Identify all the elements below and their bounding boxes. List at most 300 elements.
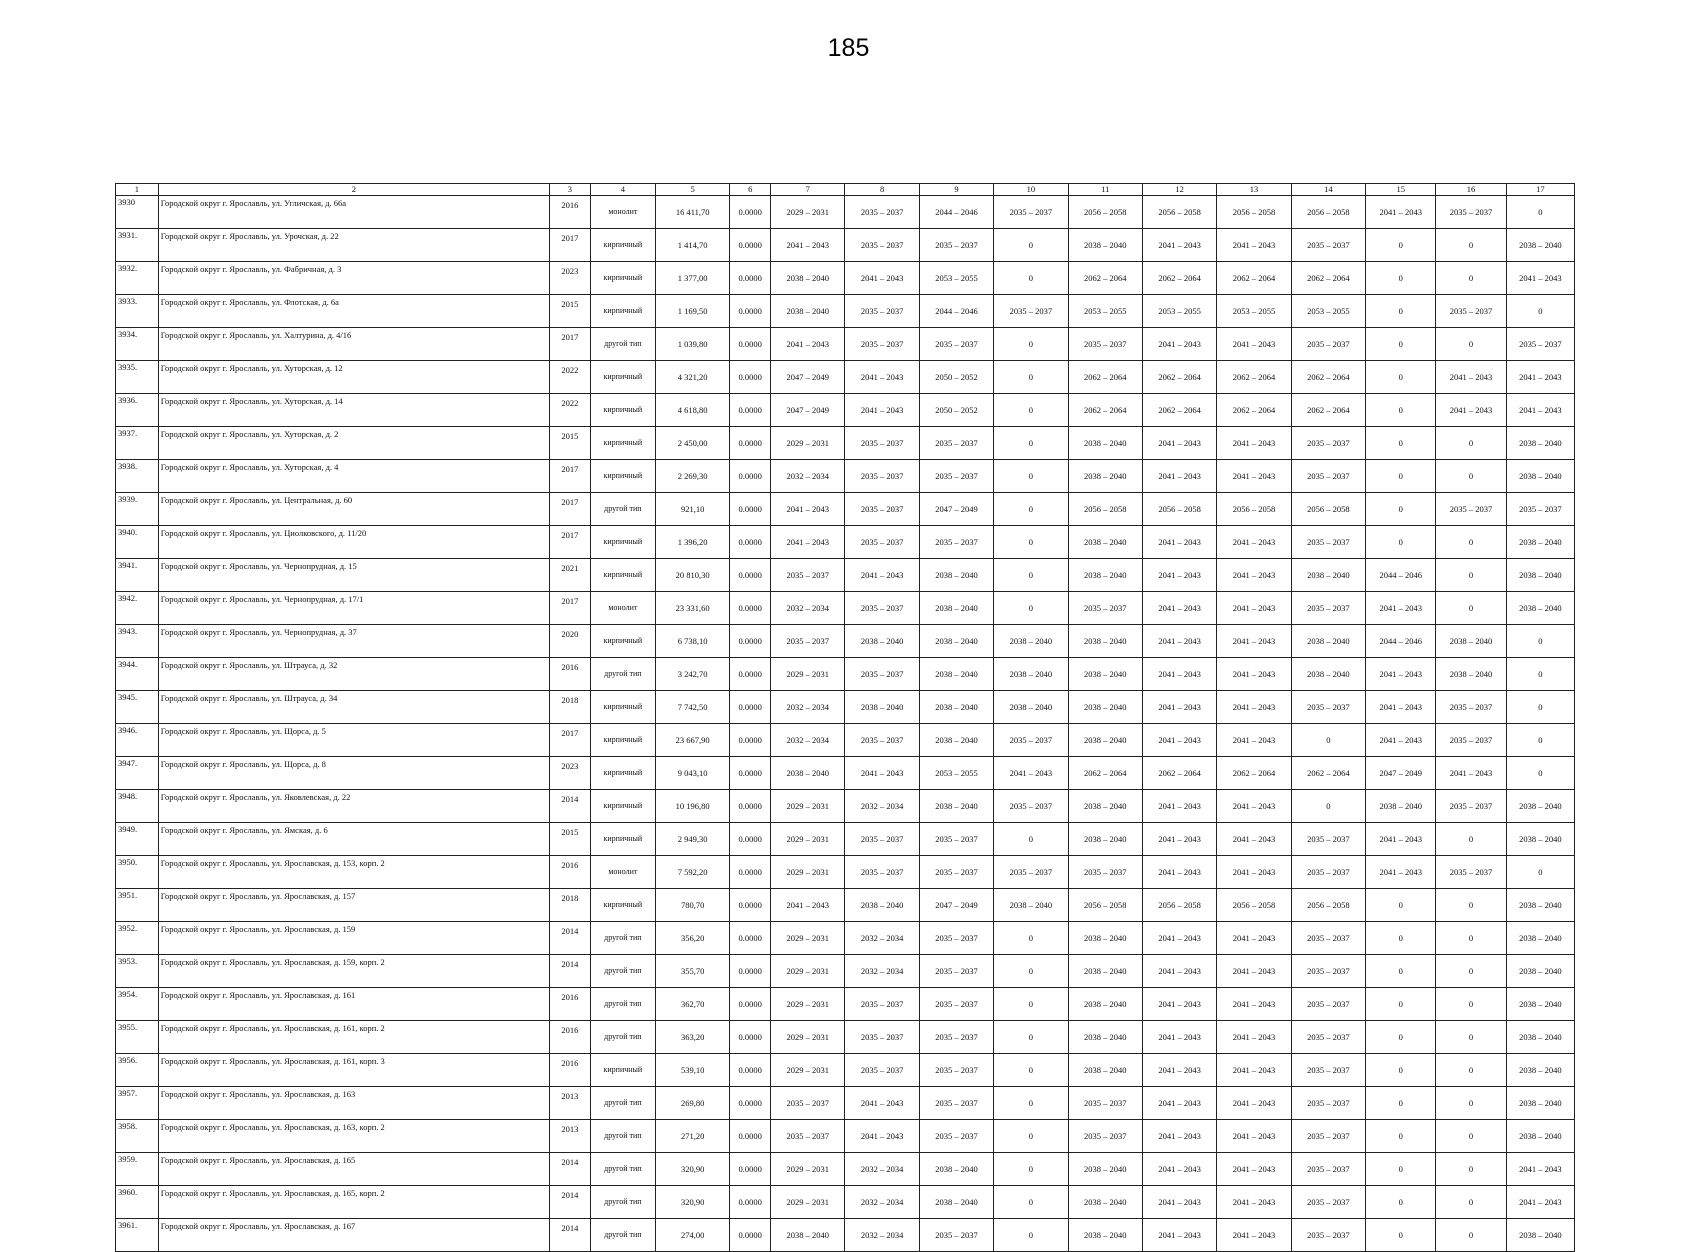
period-col-11-cell: 2038 – 2040 — [1068, 559, 1142, 592]
period-col-16-cell: 2038 – 2040 — [1436, 625, 1506, 658]
period-col-13-cell: 2056 – 2058 — [1217, 493, 1291, 526]
period-col-16-cell: 0 — [1436, 592, 1506, 625]
period-col-12-cell: 2056 – 2058 — [1142, 196, 1216, 229]
period-col-14-cell: 2062 – 2064 — [1291, 757, 1365, 790]
row-number-cell: 3951. — [116, 889, 159, 922]
wall-material-cell: монолит — [590, 196, 655, 229]
period-col-13-cell: 2062 – 2064 — [1217, 394, 1291, 427]
period-col-8-cell: 2035 – 2037 — [845, 724, 919, 757]
wall-material-cell: кирпичный — [590, 724, 655, 757]
table-row — [116, 262, 1575, 295]
area-cell: 2 269,30 — [655, 460, 729, 493]
period-col-14-cell: 2035 – 2037 — [1291, 823, 1365, 856]
row-number-cell: 3952. — [116, 922, 159, 955]
area-cell: 271,20 — [655, 1120, 729, 1153]
period-col-16-cell: 0 — [1436, 922, 1506, 955]
period-col-13-cell: 2041 – 2043 — [1217, 823, 1291, 856]
ratio-cell: 0.0000 — [730, 691, 771, 724]
wall-material-cell: кирпичный — [590, 790, 655, 823]
period-col-7-cell: 2029 – 2031 — [771, 790, 845, 823]
period-col-13-cell: 2062 – 2064 — [1217, 262, 1291, 295]
period-col-17-cell: 2038 – 2040 — [1506, 1219, 1574, 1252]
row-number-cell: 3940. — [116, 526, 159, 559]
period-col-13-cell: 2062 – 2064 — [1217, 361, 1291, 394]
address-cell: Городской округ г. Ярославль, ул. Чернопрудная, д. 15 — [158, 559, 549, 592]
column-header-15: 15 — [1366, 184, 1436, 196]
period-col-7-cell: 2032 – 2034 — [771, 592, 845, 625]
period-col-10-cell: 0 — [994, 1087, 1068, 1120]
year-cell: 2013 — [550, 1120, 591, 1153]
period-col-15-cell: 0 — [1366, 394, 1436, 427]
address-cell: Городской округ г. Ярославль, ул. Центральная, д. 60 — [158, 493, 549, 526]
ratio-cell: 0.0000 — [730, 196, 771, 229]
row-number-cell: 3947. — [116, 757, 159, 790]
period-col-8-cell: 2035 – 2037 — [845, 823, 919, 856]
period-col-9-cell: 2035 – 2037 — [919, 1021, 993, 1054]
ratio-cell: 0.0000 — [730, 889, 771, 922]
table-row — [116, 1087, 1575, 1120]
period-col-15-cell: 0 — [1366, 955, 1436, 988]
area-cell: 362,70 — [655, 988, 729, 1021]
period-col-11-cell: 2038 – 2040 — [1068, 988, 1142, 1021]
period-col-13-cell: 2041 – 2043 — [1217, 559, 1291, 592]
row-number-cell: 3959. — [116, 1153, 159, 1186]
year-cell: 2015 — [550, 295, 591, 328]
period-col-11-cell: 2038 – 2040 — [1068, 691, 1142, 724]
period-col-17-cell: 2038 – 2040 — [1506, 427, 1574, 460]
period-col-11-cell: 2062 – 2064 — [1068, 757, 1142, 790]
period-col-9-cell: 2044 – 2046 — [919, 295, 993, 328]
period-col-11-cell: 2035 – 2037 — [1068, 1087, 1142, 1120]
period-col-14-cell: 2035 – 2037 — [1291, 955, 1365, 988]
period-col-12-cell: 2041 – 2043 — [1142, 559, 1216, 592]
period-col-13-cell: 2041 – 2043 — [1217, 988, 1291, 1021]
period-col-12-cell: 2041 – 2043 — [1142, 988, 1216, 1021]
table-row — [116, 1120, 1575, 1153]
row-number-cell: 3937. — [116, 427, 159, 460]
wall-material-cell: кирпичный — [590, 526, 655, 559]
period-col-14-cell: 2035 – 2037 — [1291, 691, 1365, 724]
period-col-10-cell: 0 — [994, 559, 1068, 592]
period-col-10-cell: 0 — [994, 1186, 1068, 1219]
area-cell: 1 039,80 — [655, 328, 729, 361]
wall-material-cell: другой тип — [590, 328, 655, 361]
period-col-16-cell: 0 — [1436, 955, 1506, 988]
year-cell: 2016 — [550, 856, 591, 889]
year-cell: 2018 — [550, 889, 591, 922]
period-col-15-cell: 0 — [1366, 1054, 1436, 1087]
period-col-15-cell: 0 — [1366, 1219, 1436, 1252]
period-col-9-cell: 2035 – 2037 — [919, 460, 993, 493]
column-header-10: 10 — [994, 184, 1068, 196]
period-col-15-cell: 0 — [1366, 988, 1436, 1021]
period-col-16-cell: 0 — [1436, 229, 1506, 262]
period-col-10-cell: 2038 – 2040 — [994, 658, 1068, 691]
period-col-17-cell: 2041 – 2043 — [1506, 1153, 1574, 1186]
period-col-13-cell: 2053 – 2055 — [1217, 295, 1291, 328]
row-number-cell: 3943. — [116, 625, 159, 658]
column-header-4: 4 — [590, 184, 655, 196]
row-number-cell: 3936. — [116, 394, 159, 427]
period-col-17-cell: 2038 – 2040 — [1506, 559, 1574, 592]
period-col-11-cell: 2062 – 2064 — [1068, 394, 1142, 427]
period-col-15-cell: 2041 – 2043 — [1366, 856, 1436, 889]
address-cell: Городской округ г. Ярославль, ул. Ярославская, д. 159, корп. 2 — [158, 955, 549, 988]
period-col-15-cell: 0 — [1366, 922, 1436, 955]
period-col-14-cell: 2035 – 2037 — [1291, 1120, 1365, 1153]
year-cell: 2023 — [550, 757, 591, 790]
wall-material-cell: монолит — [590, 592, 655, 625]
period-col-15-cell: 0 — [1366, 460, 1436, 493]
table-row — [116, 1021, 1575, 1054]
period-col-15-cell: 0 — [1366, 1087, 1436, 1120]
period-col-14-cell: 2038 – 2040 — [1291, 559, 1365, 592]
period-col-8-cell: 2035 – 2037 — [845, 658, 919, 691]
period-col-11-cell: 2038 – 2040 — [1068, 823, 1142, 856]
period-col-16-cell: 0 — [1436, 889, 1506, 922]
period-col-16-cell: 0 — [1436, 1186, 1506, 1219]
period-col-17-cell: 2038 – 2040 — [1506, 526, 1574, 559]
year-cell: 2017 — [550, 328, 591, 361]
ratio-cell: 0.0000 — [730, 1120, 771, 1153]
period-col-8-cell: 2035 – 2037 — [845, 460, 919, 493]
period-col-13-cell: 2041 – 2043 — [1217, 592, 1291, 625]
table-row — [116, 790, 1575, 823]
period-col-9-cell: 2038 – 2040 — [919, 658, 993, 691]
period-col-10-cell: 0 — [994, 526, 1068, 559]
area-cell: 1 377,00 — [655, 262, 729, 295]
period-col-10-cell: 0 — [994, 229, 1068, 262]
period-col-16-cell: 2035 – 2037 — [1436, 691, 1506, 724]
period-col-13-cell: 2041 – 2043 — [1217, 1087, 1291, 1120]
period-col-9-cell: 2035 – 2037 — [919, 1120, 993, 1153]
period-col-16-cell: 0 — [1436, 1120, 1506, 1153]
period-col-12-cell: 2062 – 2064 — [1142, 262, 1216, 295]
period-col-16-cell: 0 — [1436, 262, 1506, 295]
table-row — [116, 328, 1575, 361]
wall-material-cell: другой тип — [590, 922, 655, 955]
period-col-12-cell: 2041 – 2043 — [1142, 1186, 1216, 1219]
period-col-7-cell: 2047 – 2049 — [771, 394, 845, 427]
year-cell: 2022 — [550, 361, 591, 394]
column-header-12: 12 — [1142, 184, 1216, 196]
period-col-17-cell: 2041 – 2043 — [1506, 262, 1574, 295]
table-row — [116, 856, 1575, 889]
address-cell: Городской округ г. Ярославль, ул. Чернопрудная, д. 17/1 — [158, 592, 549, 625]
row-number-cell: 3945. — [116, 691, 159, 724]
year-cell: 2017 — [550, 724, 591, 757]
period-col-12-cell: 2062 – 2064 — [1142, 757, 1216, 790]
period-col-14-cell: 2035 – 2037 — [1291, 988, 1365, 1021]
period-col-9-cell: 2035 – 2037 — [919, 526, 993, 559]
wall-material-cell: другой тип — [590, 955, 655, 988]
period-col-17-cell: 2041 – 2043 — [1506, 361, 1574, 394]
period-col-15-cell: 0 — [1366, 295, 1436, 328]
period-col-13-cell: 2041 – 2043 — [1217, 790, 1291, 823]
period-col-7-cell: 2035 – 2037 — [771, 559, 845, 592]
period-col-7-cell: 2047 – 2049 — [771, 361, 845, 394]
address-cell: Городской округ г. Ярославль, ул. Штрауса, д. 32 — [158, 658, 549, 691]
table-row — [116, 493, 1575, 526]
period-col-9-cell: 2035 – 2037 — [919, 1054, 993, 1087]
period-col-16-cell: 0 — [1436, 1021, 1506, 1054]
year-cell: 2014 — [550, 1219, 591, 1252]
area-cell: 274,00 — [655, 1219, 729, 1252]
ratio-cell: 0.0000 — [730, 724, 771, 757]
period-col-8-cell: 2035 – 2037 — [845, 196, 919, 229]
period-col-10-cell: 0 — [994, 328, 1068, 361]
period-col-14-cell: 2035 – 2037 — [1291, 1153, 1365, 1186]
period-col-17-cell: 2038 – 2040 — [1506, 460, 1574, 493]
period-col-15-cell: 0 — [1366, 229, 1436, 262]
address-cell: Городской округ г. Ярославль, ул. Хуторская, д. 4 — [158, 460, 549, 493]
table-row — [116, 427, 1575, 460]
row-number-cell: 3938. — [116, 460, 159, 493]
period-col-16-cell: 2038 – 2040 — [1436, 658, 1506, 691]
ratio-cell: 0.0000 — [730, 1186, 771, 1219]
row-number-cell: 3956. — [116, 1054, 159, 1087]
period-col-8-cell: 2032 – 2034 — [845, 1219, 919, 1252]
period-col-11-cell: 2038 – 2040 — [1068, 790, 1142, 823]
year-cell: 2021 — [550, 559, 591, 592]
period-col-12-cell: 2041 – 2043 — [1142, 658, 1216, 691]
wall-material-cell: кирпичный — [590, 757, 655, 790]
address-cell: Городской округ г. Ярославль, ул. Ямская, д. 6 — [158, 823, 549, 856]
period-col-15-cell: 0 — [1366, 262, 1436, 295]
year-cell: 2014 — [550, 922, 591, 955]
period-col-12-cell: 2041 – 2043 — [1142, 691, 1216, 724]
period-col-9-cell: 2038 – 2040 — [919, 559, 993, 592]
period-col-17-cell: 2038 – 2040 — [1506, 229, 1574, 262]
ratio-cell: 0.0000 — [730, 1054, 771, 1087]
area-cell: 356,20 — [655, 922, 729, 955]
period-col-9-cell: 2047 – 2049 — [919, 493, 993, 526]
period-col-13-cell: 2062 – 2064 — [1217, 757, 1291, 790]
table-row — [116, 592, 1575, 625]
area-cell: 2 450,00 — [655, 427, 729, 460]
period-col-12-cell: 2041 – 2043 — [1142, 1021, 1216, 1054]
period-col-9-cell: 2035 – 2037 — [919, 955, 993, 988]
period-col-10-cell: 0 — [994, 592, 1068, 625]
period-col-7-cell: 2029 – 2031 — [771, 1054, 845, 1087]
address-cell: Городской округ г. Ярославль, ул. Хуторская, д. 12 — [158, 361, 549, 394]
period-col-9-cell: 2038 – 2040 — [919, 625, 993, 658]
ratio-cell: 0.0000 — [730, 295, 771, 328]
period-col-11-cell: 2038 – 2040 — [1068, 229, 1142, 262]
period-col-13-cell: 2041 – 2043 — [1217, 526, 1291, 559]
column-header-11: 11 — [1068, 184, 1142, 196]
table-row — [116, 988, 1575, 1021]
ratio-cell: 0.0000 — [730, 658, 771, 691]
period-col-13-cell: 2041 – 2043 — [1217, 955, 1291, 988]
year-cell: 2014 — [550, 955, 591, 988]
period-col-8-cell: 2035 – 2037 — [845, 427, 919, 460]
period-col-9-cell: 2035 – 2037 — [919, 1087, 993, 1120]
period-col-13-cell: 2041 – 2043 — [1217, 1219, 1291, 1252]
year-cell: 2020 — [550, 625, 591, 658]
row-number-cell: 3957. — [116, 1087, 159, 1120]
ratio-cell: 0.0000 — [730, 1153, 771, 1186]
period-col-8-cell: 2035 – 2037 — [845, 493, 919, 526]
period-col-14-cell: 2035 – 2037 — [1291, 460, 1365, 493]
row-number-cell: 3931. — [116, 229, 159, 262]
address-cell: Городской округ г. Ярославль, ул. Ярославская, д. 153, корп. 2 — [158, 856, 549, 889]
wall-material-cell: другой тип — [590, 1153, 655, 1186]
wall-material-cell: другой тип — [590, 493, 655, 526]
wall-material-cell: кирпичный — [590, 427, 655, 460]
period-col-7-cell: 2041 – 2043 — [771, 328, 845, 361]
address-cell: Городской округ г. Ярославль, ул. Яковлевская, д. 22 — [158, 790, 549, 823]
period-col-9-cell: 2035 – 2037 — [919, 988, 993, 1021]
period-col-9-cell: 2035 – 2037 — [919, 823, 993, 856]
period-col-11-cell: 2038 – 2040 — [1068, 1186, 1142, 1219]
area-cell: 16 411,70 — [655, 196, 729, 229]
row-number-cell: 3948. — [116, 790, 159, 823]
year-cell: 2018 — [550, 691, 591, 724]
period-col-10-cell: 0 — [994, 1120, 1068, 1153]
row-number-cell: 3946. — [116, 724, 159, 757]
ratio-cell: 0.0000 — [730, 460, 771, 493]
area-cell: 4 618,80 — [655, 394, 729, 427]
year-cell: 2014 — [550, 1186, 591, 1219]
period-col-8-cell: 2035 – 2037 — [845, 988, 919, 1021]
ratio-cell: 0.0000 — [730, 757, 771, 790]
period-col-12-cell: 2041 – 2043 — [1142, 823, 1216, 856]
period-col-7-cell: 2029 – 2031 — [771, 658, 845, 691]
table-row — [116, 1153, 1575, 1186]
period-col-10-cell: 0 — [994, 493, 1068, 526]
period-col-9-cell: 2038 – 2040 — [919, 724, 993, 757]
period-col-8-cell: 2041 – 2043 — [845, 559, 919, 592]
period-col-10-cell: 2038 – 2040 — [994, 691, 1068, 724]
period-col-10-cell: 0 — [994, 1219, 1068, 1252]
wall-material-cell: кирпичный — [590, 229, 655, 262]
period-col-15-cell: 0 — [1366, 1186, 1436, 1219]
period-col-14-cell: 2056 – 2058 — [1291, 889, 1365, 922]
period-col-11-cell: 2035 – 2037 — [1068, 328, 1142, 361]
period-col-10-cell: 2038 – 2040 — [994, 889, 1068, 922]
period-col-9-cell: 2035 – 2037 — [919, 922, 993, 955]
period-col-10-cell: 0 — [994, 922, 1068, 955]
period-col-11-cell: 2056 – 2058 — [1068, 889, 1142, 922]
period-col-8-cell: 2035 – 2037 — [845, 295, 919, 328]
area-cell: 1 396,20 — [655, 526, 729, 559]
period-col-10-cell: 0 — [994, 262, 1068, 295]
row-number-cell: 3960. — [116, 1186, 159, 1219]
period-col-16-cell: 2041 – 2043 — [1436, 757, 1506, 790]
area-cell: 20 810,30 — [655, 559, 729, 592]
column-header-9: 9 — [919, 184, 993, 196]
period-col-9-cell: 2035 – 2037 — [919, 427, 993, 460]
table-row — [116, 229, 1575, 262]
period-col-8-cell: 2035 – 2037 — [845, 1054, 919, 1087]
period-col-17-cell: 2038 – 2040 — [1506, 790, 1574, 823]
period-col-17-cell: 2041 – 2043 — [1506, 394, 1574, 427]
period-col-17-cell: 2038 – 2040 — [1506, 1120, 1574, 1153]
period-col-9-cell: 2038 – 2040 — [919, 1186, 993, 1219]
row-number-cell: 3961. — [116, 1219, 159, 1252]
wall-material-cell: кирпичный — [590, 691, 655, 724]
year-cell: 2017 — [550, 229, 591, 262]
area-cell: 363,20 — [655, 1021, 729, 1054]
period-col-8-cell: 2035 – 2037 — [845, 328, 919, 361]
ratio-cell: 0.0000 — [730, 493, 771, 526]
period-col-15-cell: 2044 – 2046 — [1366, 625, 1436, 658]
period-col-11-cell: 2056 – 2058 — [1068, 196, 1142, 229]
year-cell: 2015 — [550, 427, 591, 460]
period-col-16-cell: 0 — [1436, 460, 1506, 493]
period-col-12-cell: 2062 – 2064 — [1142, 361, 1216, 394]
period-col-12-cell: 2056 – 2058 — [1142, 493, 1216, 526]
period-col-7-cell: 2032 – 2034 — [771, 691, 845, 724]
period-col-13-cell: 2041 – 2043 — [1217, 658, 1291, 691]
period-col-17-cell: 2035 – 2037 — [1506, 328, 1574, 361]
address-cell: Городской округ г. Ярославль, ул. Ярославская, д. 157 — [158, 889, 549, 922]
period-col-16-cell: 0 — [1436, 1087, 1506, 1120]
period-col-12-cell: 2041 – 2043 — [1142, 625, 1216, 658]
period-col-16-cell: 2035 – 2037 — [1436, 295, 1506, 328]
area-cell: 320,90 — [655, 1186, 729, 1219]
area-cell: 7 592,20 — [655, 856, 729, 889]
period-col-7-cell: 2029 – 2031 — [771, 922, 845, 955]
period-col-12-cell: 2041 – 2043 — [1142, 592, 1216, 625]
area-cell: 3 242,70 — [655, 658, 729, 691]
period-col-7-cell: 2038 – 2040 — [771, 1219, 845, 1252]
table-row — [116, 526, 1575, 559]
row-number-cell: 3954. — [116, 988, 159, 1021]
period-col-10-cell: 2035 – 2037 — [994, 196, 1068, 229]
area-cell: 23 331,60 — [655, 592, 729, 625]
period-col-9-cell: 2047 – 2049 — [919, 889, 993, 922]
ratio-cell: 0.0000 — [730, 1219, 771, 1252]
period-col-13-cell: 2041 – 2043 — [1217, 1021, 1291, 1054]
address-cell: Городской округ г. Ярославль, ул. Угличская, д. 66а — [158, 196, 549, 229]
period-col-12-cell: 2041 – 2043 — [1142, 1087, 1216, 1120]
row-number-cell: 3953. — [116, 955, 159, 988]
period-col-8-cell: 2035 – 2037 — [845, 592, 919, 625]
table-header — [116, 184, 1575, 196]
table-row — [116, 922, 1575, 955]
period-col-7-cell: 2041 – 2043 — [771, 889, 845, 922]
period-col-13-cell: 2041 – 2043 — [1217, 922, 1291, 955]
period-col-9-cell: 2050 – 2052 — [919, 394, 993, 427]
row-number-cell: 3941. — [116, 559, 159, 592]
period-col-14-cell: 2035 – 2037 — [1291, 427, 1365, 460]
period-col-16-cell: 0 — [1436, 328, 1506, 361]
period-col-9-cell: 2053 – 2055 — [919, 757, 993, 790]
period-col-16-cell: 0 — [1436, 427, 1506, 460]
wall-material-cell: кирпичный — [590, 460, 655, 493]
wall-material-cell: кирпичный — [590, 295, 655, 328]
area-cell: 921,10 — [655, 493, 729, 526]
wall-material-cell: кирпичный — [590, 394, 655, 427]
period-col-8-cell: 2041 – 2043 — [845, 1087, 919, 1120]
period-col-11-cell: 2035 – 2037 — [1068, 592, 1142, 625]
table-row — [116, 889, 1575, 922]
table-row — [116, 955, 1575, 988]
period-col-10-cell: 0 — [994, 1054, 1068, 1087]
period-col-14-cell: 2035 – 2037 — [1291, 1054, 1365, 1087]
ratio-cell: 0.0000 — [730, 229, 771, 262]
period-col-7-cell: 2032 – 2034 — [771, 460, 845, 493]
period-col-17-cell: 2035 – 2037 — [1506, 493, 1574, 526]
address-cell: Городской округ г. Ярославль, ул. Флотская, д. 6а — [158, 295, 549, 328]
period-col-10-cell: 2038 – 2040 — [994, 625, 1068, 658]
table-row — [116, 394, 1575, 427]
period-col-7-cell: 2029 – 2031 — [771, 988, 845, 1021]
ratio-cell: 0.0000 — [730, 856, 771, 889]
period-col-8-cell: 2032 – 2034 — [845, 922, 919, 955]
